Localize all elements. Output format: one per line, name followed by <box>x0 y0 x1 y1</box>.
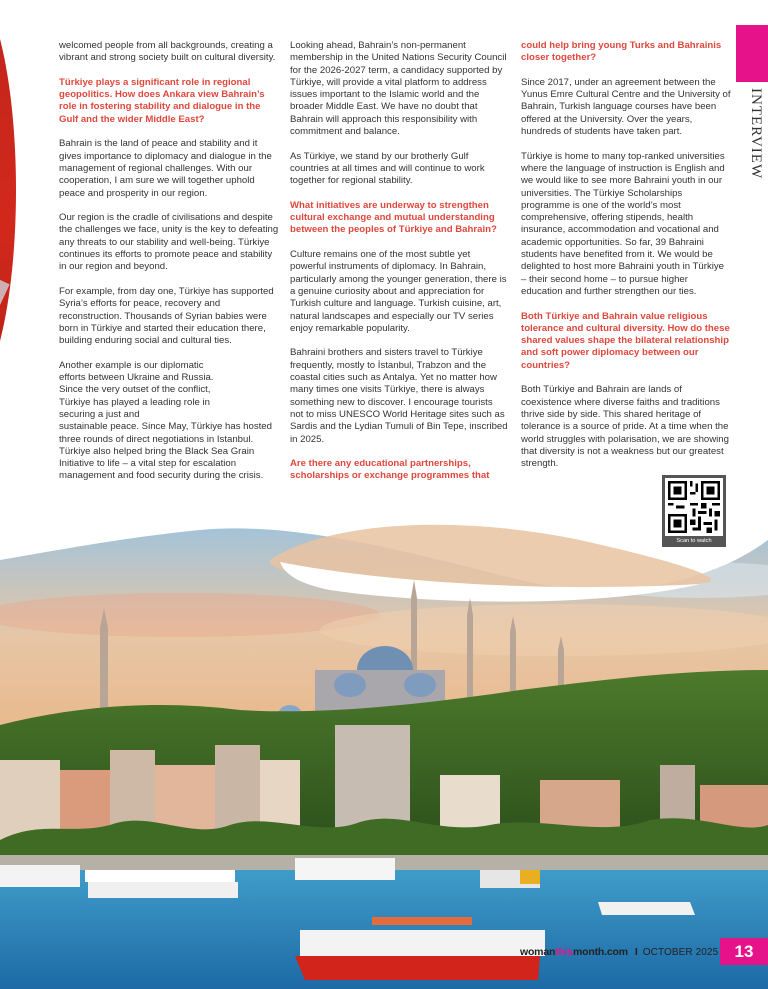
answer-paragraph: Bahraini brothers and sisters travel to Türkiye frequently, mostly to İstanbul, Trabzon and the coastal cities such as Antalya. Yet no matter how many times one visits Türkiye, there is always something new to discover. I encourage tourists not to miss UNESCO World Heritage sites such as Sardis and the Lydian Tumuli of Bin Tepe, inscribed in 2025. <box>290 347 508 445</box>
website-highlight: this <box>555 946 574 958</box>
qr-code-block[interactable] <box>662 475 726 547</box>
issue-date: OCTOBER 2025 <box>642 946 719 958</box>
answer-paragraph: Türkiye is home to many top-ranked universities where the language of instruction is English and we would like to see more Bahraini youth in our universities. The Türkiye Scholarships programme is one of the world’s most comprehensive, offering stipends, health insurance, accommodation and vocational and academic opportunities. So far, 39 Bahraini students have benefited from it. We would be delighted to host more Bahraini youth in Türkiye – their second home – to pursue higher education and further strengthen our ties. <box>521 150 725 297</box>
interview-question: Are there any educational partnerships, scholarships or exchange programmes that <box>290 458 490 482</box>
answer-paragraph: Culture remains one of the most subtle yet powerful instruments of diplomacy. In Bahrain, particularly among the younger generation, there is a genuine curiosity about and appreciation for Turkish culture and language. Turkish cuisine, art, natural landscapes and especially our TV series enjoy remarkable popularity. <box>290 249 507 334</box>
footer-separator: I <box>634 946 638 958</box>
website-suffix: month.com <box>573 946 628 958</box>
article-column-3 <box>521 40 731 483</box>
qr-code-icon[interactable] <box>665 478 723 536</box>
interview-question: Türkiye plays a significant role in regional geopolitics. How does Ankara view Bahrain’s role in fostering stability and dialogue in the Gulf and the wider Middle East? <box>59 76 265 125</box>
interview-question: Both Türkiye and Bahrain value religious tolerance and cultural diversity. How do these shared values shape the bilateral relationship and soft power diplomacy between our countries? <box>521 310 730 371</box>
decorative-red-curve <box>0 0 16 400</box>
website-link[interactable] <box>520 946 628 958</box>
istanbul-skyline-photo <box>0 520 768 989</box>
page-footer <box>520 942 718 962</box>
interview-question: could help bring young Turks and Bahrainis closer together? <box>521 40 722 64</box>
answer-paragraph: Our region is the cradle of civilisations and despite the challenges we face, unity is the key to defeating any threats to our stability and well-being. Türkiye continues its efforts to promote peace and stability in our region and beyond. <box>59 212 279 273</box>
qr-caption: Scan to watch <box>676 538 712 544</box>
section-color-tab <box>736 25 768 82</box>
answer-paragraph <box>59 360 279 483</box>
answer-paragraph: Both Türkiye and Bahrain are lands of coexistence where diverse faiths and traditions thrive side by side. This shared heritage of tolerance is a source of pride. At a time when the world struggles with polarisation, we are showing that diversity is not a weakness but our greatest strength. <box>521 384 729 470</box>
answer-paragraph: Since 2017, under an agreement between the Yunus Emre Cultural Centre and the University of Bahrain, Turkish language courses have been offered at the University. Over the years, hundreds of students have taken part. <box>521 76 731 138</box>
article-column-1 <box>59 40 279 483</box>
article-column-2 <box>290 40 508 495</box>
website-prefix: woman <box>520 946 556 958</box>
section-label: INTERVIEW <box>748 88 764 180</box>
answer-paragraph: Looking ahead, Bahrain’s non-permanent membership in the United Nations Security Council for the 2026-2027 term, a candidacy supported by Türkiye, will provide a vital platform to address issues important to the Islamic world and the broader Middle East. We have no doubt that Bahrain will approach this responsibility with commitment and balance. <box>290 40 507 138</box>
answer-text-wrapped: Another example is our diplomatic efforts between Ukraine and Russia. Since the very outset of the conflict, Türkiye has played a leading role in securing a just and <box>59 359 214 420</box>
interview-question: What initiatives are underway to strengthen cultural exchange and mutual understanding between the peoples of Türkiye and Bahrain? <box>290 199 497 236</box>
answer-paragraph: As Türkiye, we stand by our brotherly Gulf countries at all times and will continue to work together for regional stability. <box>290 150 485 187</box>
answer-paragraph: welcomed people from all backgrounds, creating a vibrant and strong society built on cultural diversity. <box>59 40 276 64</box>
answer-paragraph: Bahrain is the land of peace and stability and it gives importance to diplomacy and dialogue in the management of regional challenges. With our cooperation, I am sure we will together uphold peace and prosperity in our region. <box>59 138 272 199</box>
page-number: 13 <box>720 938 768 965</box>
answer-paragraph: For example, from day one, Türkiye has supported Syria’s efforts for peace, recovery and reconstruction. Thousands of Syrian babies were born in Türkiye and started their education there, building enduring social and cultural ties. <box>59 285 274 347</box>
answer-text-continued: sustainable peace. Since May, Türkiye has hosted three rounds of direct negotiations in Istanbul. Türkiye also helped bring the Black Sea Grain Initiative to life – a vital step for escalation management and food security during the crisis. <box>59 421 272 482</box>
